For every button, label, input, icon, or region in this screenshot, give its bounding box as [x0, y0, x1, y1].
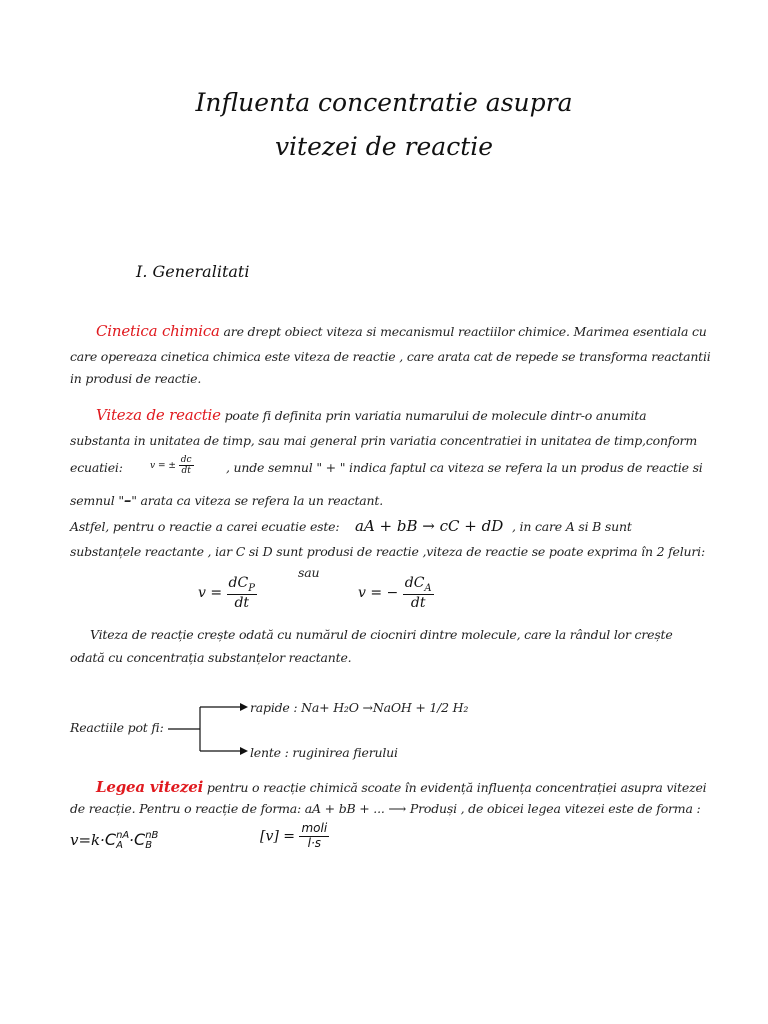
p2-minus-sign: – — [123, 491, 132, 509]
rate-unit-fraction — [299, 822, 329, 851]
p3-f1-den: dt — [234, 595, 250, 612]
branch-fast: rapide : Na+ H₂O →NaOH + 1/2 H₂ — [250, 700, 469, 715]
rate-law-c2: C nB B — [134, 829, 159, 851]
p5-term: Legea vitezei — [96, 778, 204, 796]
p4-line-1: Viteza de reacție crește odată cu numărul de ciocniri dintre molecule, care la rândul lor crește — [90, 627, 673, 642]
p1-line-1 — [96, 322, 707, 340]
p5-line-1-text: pentru o reacție chimică scoate în evidență influența concentrației asupra vitezei — [203, 780, 707, 795]
p2-line-4-post: " arata ca viteza se refera la un reactant. — [131, 493, 384, 508]
p3-formula-reactant — [358, 575, 434, 611]
p2-line-2: substanta in unitatea de timp, sau mai general prin variatia concentratiei in unitatea de timp,conform — [70, 433, 697, 448]
branch-arrows — [160, 696, 250, 760]
p2-line-4 — [70, 491, 383, 509]
p3-f2-num: $dC_A$ — [404, 575, 432, 594]
p1-line-3: in produsi de reactie. — [70, 371, 202, 386]
p3-reaction-equation: aA + bB → cC + dD — [355, 517, 504, 535]
rate-law — [70, 830, 158, 851]
p3-f2-lhs: v = − — [358, 585, 399, 602]
p2-eq-lhs: v = ± — [150, 460, 176, 471]
p2-line-1-text: poate fi definita prin variatia numarului de molecule dintr-o anumita — [220, 408, 647, 423]
p1-line-2: care opereaza cinetica chimica este viteza de reactie , care arata cat de repede se transforma reactantii — [70, 349, 711, 364]
p2-line-3-post: , unde semnul " + " indica faptul ca viteza se refera la un produs de reactie si — [226, 460, 703, 475]
p3-line-1-post: , in care A si B sunt — [512, 519, 632, 534]
section-heading: I. Generalitati — [136, 262, 250, 281]
p1-line-1-text: are drept obiect viteza si mecanismul reactiilor chimice. Marimea esentiala cu — [219, 324, 707, 339]
p3-f1-num: $dC_P$ — [228, 575, 255, 594]
rate-unit-lhs: [v] = — [260, 828, 296, 845]
branch-slow: lente : ruginirea fierului — [250, 745, 398, 760]
p2-velocity-equation — [150, 455, 194, 477]
p2-term: Viteza de reactie — [96, 406, 221, 424]
p3-f1-lhs: v = — [198, 585, 223, 602]
rate-unit-den: l·s — [307, 835, 322, 850]
p5-line-2: de reacție. Pentru o reacție de forma: aA + bB + ... ⟶ Produși , de obicei legea vitezei este de forma : — [70, 801, 701, 816]
p3-f2-fraction — [403, 575, 434, 611]
rate-unit-num: moli — [301, 821, 328, 835]
title-line-1: Influenta concentratie asupra — [195, 88, 573, 117]
p4-line-2: odată cu concentrația substanțelor reactante. — [70, 650, 352, 665]
rate-law-dot: · — [129, 831, 135, 849]
branch-label: Reactiile pot fi: — [70, 720, 164, 735]
p3-formula-product — [198, 575, 257, 611]
rate-law-lhs: v=k· — [70, 831, 105, 849]
p3-sau: sau — [298, 565, 320, 580]
p2-line-1 — [96, 406, 646, 424]
title-line-2: vitezei de reactie — [274, 132, 494, 161]
p2-line-4-pre: semnul " — [70, 493, 124, 508]
p2-eq-den: dt — [181, 466, 191, 477]
p3-f1-fraction — [227, 575, 257, 611]
p5-line-1 — [96, 778, 706, 796]
p3-f2-den: dt — [410, 595, 426, 612]
p2-line-3-pre: ecuatiei: — [70, 460, 123, 475]
p3-line-1-pre: Astfel, pentru o reactie a carei ecuatie este: — [70, 519, 340, 534]
p2-eq-num: dc — [180, 455, 192, 465]
p3-line-2: substanțele reactante , iar C si D sunt produsi de reactie ,viteza de reactie se poate exprima în 2 feluri: — [70, 544, 705, 559]
rate-law-c1: C nA A — [104, 829, 130, 851]
rate-unit — [260, 822, 329, 851]
p1-term: Cinetica chimica — [96, 322, 220, 340]
p2-eq-fraction — [179, 455, 194, 477]
